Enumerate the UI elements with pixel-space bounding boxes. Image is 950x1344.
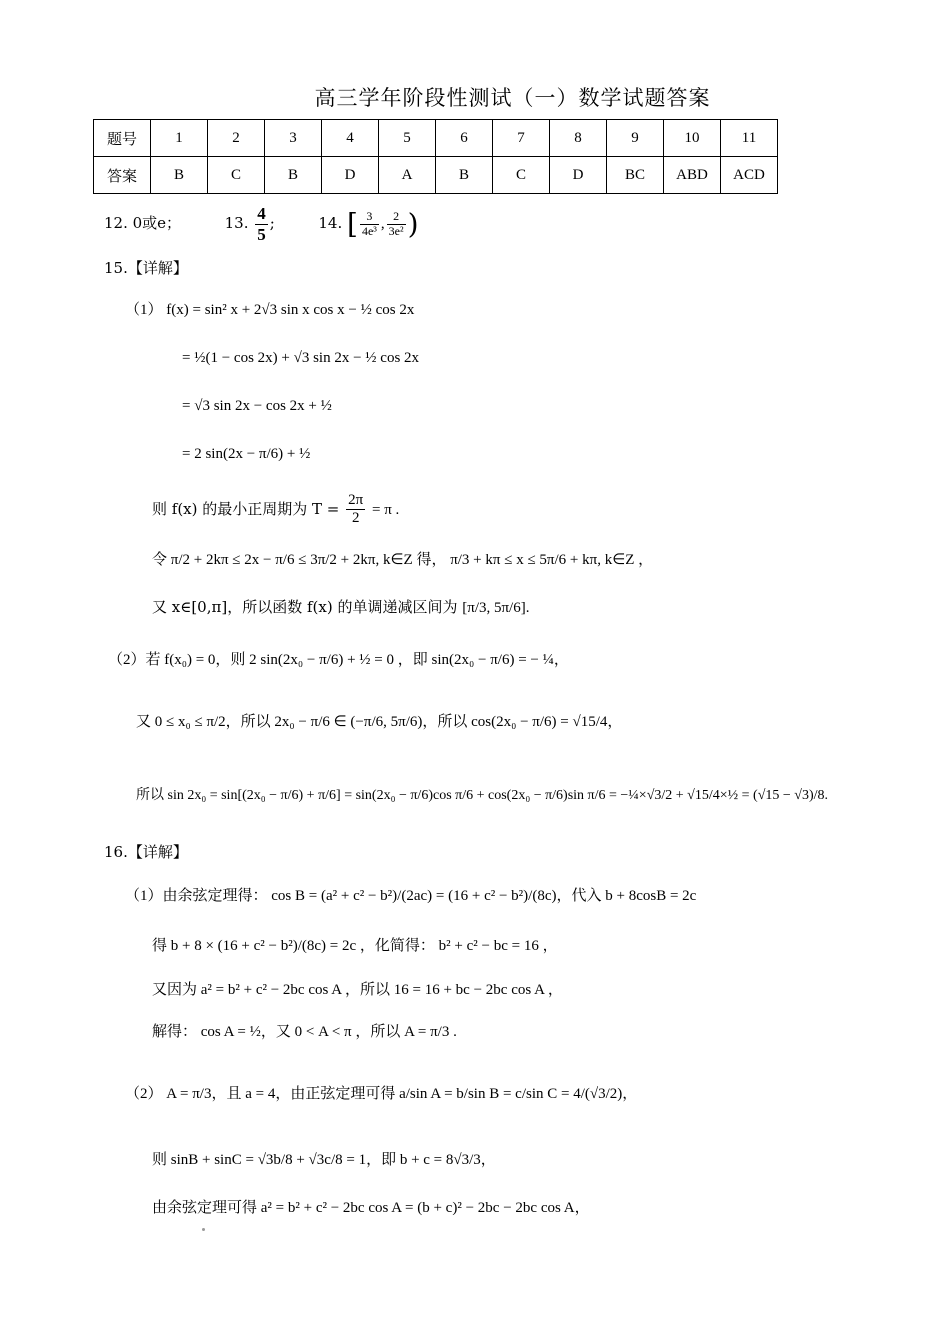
table-cell: 9: [607, 120, 664, 157]
q15-heading: 15.【详解】: [104, 259, 188, 277]
table-cell: D: [322, 157, 379, 194]
table-cell: B: [265, 157, 322, 194]
q16-line-4: 解得： cos A = ½，又 0 < A < π ，所以 A = π/3 .: [152, 1024, 457, 1040]
table-cell: 7: [493, 120, 550, 157]
table-cell: 4: [322, 120, 379, 157]
q14-fraction-a: [360, 210, 379, 239]
table-cell: 2: [208, 120, 265, 157]
period-fraction: [346, 492, 365, 528]
interval-text: 又 x∈[0,π]，所以函数 f(x) 的单调递减区间为: [152, 598, 458, 616]
table-cell: 1: [151, 120, 208, 157]
table-cell: C: [493, 157, 550, 194]
table-cell: ACD: [721, 157, 778, 194]
table-row-numbers: [94, 120, 778, 157]
q16-part2-line-2: 则 sinB + sinC = √3b/8 + √3c/8 = 1，即 b + c = 8√3/3，: [152, 1152, 496, 1168]
q16-part2-line-3: 由余弦定理可得 a² = b² + c² − 2bc cos A = (b + c)² − 2bc − 2bc cos A，: [152, 1200, 590, 1216]
q13-numerator: 4: [257, 204, 266, 223]
q14-b-denominator: 3e²: [388, 223, 404, 238]
period-result: = π .: [372, 501, 400, 518]
q15-line-2: = ½(1 − cos 2x) + √3 sin 2x − ½ cos 2x: [182, 350, 420, 366]
q16-heading: 16.【详解】: [104, 843, 188, 861]
q15-part2-line-2: 又 0 ≤ x₀ ≤ π/2，所以 2x₀ − π/6 ∈ (−π/6, 5π/6)，所以 cos(2x₀ − π/6) = √15/4，: [136, 714, 623, 730]
q16-line-1: （1）由余弦定理得： cos B = (a² + c² − b²)/(2ac) = (16 + c² − b²)/(8c)，代入 b + 8cosB = 2c: [125, 888, 697, 904]
page-title: 高三学年阶段性测试（一）数学试题答案: [314, 86, 711, 110]
q12-answer: 12. 0或e；: [104, 214, 182, 233]
stray-dot: [202, 1228, 205, 1231]
q14-b-numerator: 2: [387, 210, 406, 225]
period-numerator: 2π: [346, 492, 365, 510]
q16-part2-line-1: （2） A = π/3，且 a = 4，由正弦定理可得 a/sin A = b/sin B = c/sin C = 4/(√3/2)，: [125, 1086, 638, 1102]
table-cell: B: [436, 157, 493, 194]
q13-fraction: [255, 204, 268, 244]
table-cell: B: [151, 157, 208, 194]
table-cell: D: [550, 157, 607, 194]
q16-line-3: 又因为 a² = b² + c² − 2bc cos A ，所以 16 = 16 + bc − 2bc cos A ，: [152, 982, 563, 998]
table-cell: ABD: [664, 157, 721, 194]
table-cell: 8: [550, 120, 607, 157]
q14-fraction-b: [387, 210, 406, 239]
table-cell: 6: [436, 120, 493, 157]
table-cell: A: [379, 157, 436, 194]
q15-part2-line-1: （2）若 f(x₀) = 0，则 2 sin(2x₀ − π/6) + ½ = 0 ，即 sin(2x₀ − π/6) = − ¼，: [108, 652, 569, 668]
q15-line-7: [152, 596, 529, 617]
q14-a-numerator: 3: [360, 210, 379, 225]
table-cell: 10: [664, 120, 721, 157]
q14-label: 14.: [318, 214, 343, 233]
table-cell: 11: [721, 120, 778, 157]
table-cell: 5: [379, 120, 436, 157]
table-cell: 3: [265, 120, 322, 157]
period-denominator: 2: [351, 510, 360, 527]
answer-table: [93, 119, 778, 194]
table-header-cell: 题号: [94, 120, 151, 157]
interval-value: [π/3, 5π/6].: [462, 600, 530, 616]
table-header-cell: 答案: [94, 157, 151, 194]
q13-label: 13.: [224, 214, 249, 233]
q13-end: ;: [269, 214, 275, 233]
q15-line-6: 令 π/2 + 2kπ ≤ 2x − π/6 ≤ 3π/2 + 2kπ, k∈Z 得， π/3 + kπ ≤ x ≤ 5π/6 + kπ, k∈Z ，: [152, 552, 654, 568]
table-cell: BC: [607, 157, 664, 194]
fill-in-answers: 12. 0或e； 13. $\frac{4}{5}$ ; 14. [ $\frac{3}{\text{4e³}}$ , $\frac{2}{\text{3e²}}$ ): [104, 204, 419, 244]
q15-line-5: [152, 492, 399, 528]
table-cell: C: [208, 157, 265, 194]
q15-line-4: = 2 sin(2x − π/6) + ½: [182, 446, 311, 462]
q16-line-2: 得 b + 8 × (16 + c² − b²)/(8c) = 2c ，化简得： b² + c² − bc = 16 ，: [152, 938, 558, 954]
q15-part2-line-3: 所以 sin 2x₀ = sin[(2x₀ − π/6) + π/6] = sin(2x₀ − π/6)cos π/6 + cos(2x₀ − π/6)sin π/6 = −¼×√3/2 + √15/4×½ = (√15 − √3)/8.: [136, 788, 829, 803]
period-text: 则 f(x) 的最小正周期为 T =: [152, 499, 340, 518]
q15-line-3: = √3 sin 2x − cos 2x + ½: [182, 398, 332, 414]
q13-denominator: 5: [257, 224, 266, 244]
q14-a-denominator: 4e³: [361, 223, 377, 238]
table-row-answers: [94, 157, 778, 194]
q15-line-1: （1） f(x) = sin² x + 2√3 sin x cos x − ½ cos 2x: [125, 302, 415, 318]
